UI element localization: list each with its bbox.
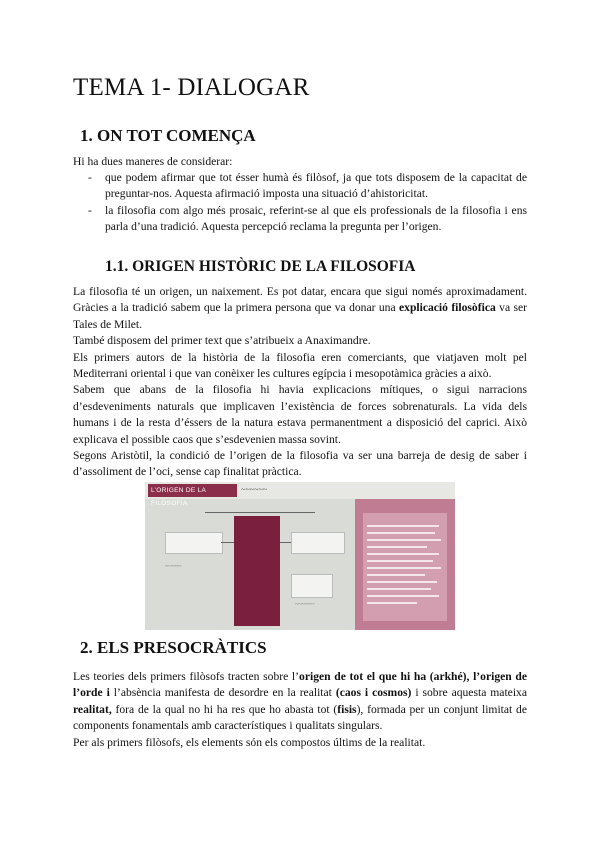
- text-line: [367, 525, 439, 527]
- text-line: [367, 588, 431, 590]
- text-line: [367, 595, 439, 597]
- diagram-arrow: [280, 542, 291, 543]
- origin-of-philosophy-figure: [145, 482, 455, 630]
- section-2-body: [73, 669, 527, 751]
- paragraph: Sabem que abans de la filosofia hi havia explicacions mítiques, o sigui narracions d’esdeveniments naturals que implicaven l’existència de forces sobrenaturals. La vida dels humans i de la resta d’éssers de la natura estava permanentment a disposició del caprici. Això explicava el possible caos que s’esdevenien massa sovint.: [73, 383, 527, 446]
- bold-term: explicació filosòfica: [399, 301, 496, 315]
- figure-panel-box: [363, 513, 447, 621]
- list-item: [73, 203, 527, 236]
- bold-term: origen de tot el que hi ha (arkhé), l’origen de l’orde i: [73, 670, 527, 700]
- text-line: [367, 560, 433, 562]
- paragraph-text: fora de la qual no hi ha res que ho abasta tot (: [111, 702, 338, 716]
- diagram-arrow: [221, 542, 234, 543]
- paragraph-text: Les teories dels primers filòsofs tracten sobre l’: [73, 670, 300, 683]
- text-line: [367, 581, 437, 583]
- text-line: [367, 553, 439, 555]
- diagram-box: [165, 532, 223, 554]
- text-line: [367, 532, 435, 534]
- section-1-1-heading: 1.1. ORIGEN HISTÒRIC DE LA FILOSOFIA: [105, 258, 416, 275]
- paragraph: [73, 669, 527, 735]
- paragraph-text: i sobre aquesta mateixa: [411, 686, 527, 700]
- bullet-text: que podem afirmar que tot ésser humà és filòsof, ja que tots disposem de la capacitat de preguntar-nos. Aquesta afirmació imposta una situació d’ahistoricitat.: [105, 171, 527, 201]
- paragraph-text: La filosofia té un origen, un naixement. Es pot datar, encara que sigui només aproximadament. Gràcies a la tradició sabem que la primera persona que va donar una: [73, 285, 527, 315]
- paragraph-text: ), formada per un conjunt limitat de components fonamentals amb característiques i qualitats singulars.: [73, 702, 527, 733]
- paragraph: Els primers autors de la història de la filosofia eren comerciants, que viatjaven molt pel Mediterrani oriental i que van conèixer les cultures egípcia i mesopotàmica gràcies a això.: [73, 350, 527, 381]
- section-1-1-body: [73, 284, 527, 481]
- text-line: [367, 567, 441, 569]
- figure-tag: L’ORIGEN DE LA FILOSOFIA: [148, 484, 237, 497]
- bullet-dash: -: [88, 171, 92, 184]
- bullet-dash: -: [88, 203, 92, 217]
- paragraph: Segons Aristòtil, la condició de l’origen de la filosofia va ser una barreja de desig de saber i d’assoliment de l’oci, sense cap finalitat pràctica.: [73, 449, 527, 479]
- paragraph: També disposem del primer text que s’atribueix a Anaximandre.: [73, 334, 371, 348]
- bold-term: realitat,: [73, 702, 112, 716]
- text-line: [367, 574, 425, 576]
- paragraph-text: l’absència manifesta de desordre en la realitat: [109, 686, 336, 700]
- text-line: [367, 602, 417, 604]
- text-line: [367, 546, 427, 548]
- diagram-center-box: [234, 516, 280, 626]
- section-1-bullet-list: [73, 170, 527, 236]
- figure-side-panel: [355, 499, 455, 630]
- paragraph: [73, 284, 527, 333]
- bold-term: fisis: [337, 702, 357, 716]
- handwritten-note: ~~~~~: [165, 564, 182, 570]
- paragraph: Per als primers filòsofs, els elements són els compostos últims de la realitat.: [73, 735, 426, 749]
- bold-term: (caos i cosmos): [335, 686, 412, 700]
- document-title: TEMA 1- DIALOGAR: [73, 74, 310, 101]
- diagram-box: [291, 574, 333, 598]
- handwritten-note: ~~~~~~: [241, 485, 267, 494]
- section-1-heading: 1. ON TOT COMENÇA: [80, 126, 256, 145]
- handwritten-note: ~~~~~~: [295, 602, 315, 608]
- list-item: [73, 170, 527, 203]
- text-line: [367, 539, 441, 541]
- paragraph-text: va ser Tales de Milet.: [73, 301, 527, 331]
- diagram-box: [291, 532, 345, 554]
- diagram-arrow: [205, 512, 315, 513]
- section-1-intro: Hi ha dues maneres de considerar:: [73, 155, 233, 168]
- bullet-text: la filosofia com algo més prosaic, referint-se al que els professionals de la filosofia i ens parla d’una tradició. Aquesta percepció reclama la pregunta per l’origen.: [105, 203, 527, 234]
- section-2-heading: 2. ELS PRESOCRÀTICS: [80, 638, 267, 657]
